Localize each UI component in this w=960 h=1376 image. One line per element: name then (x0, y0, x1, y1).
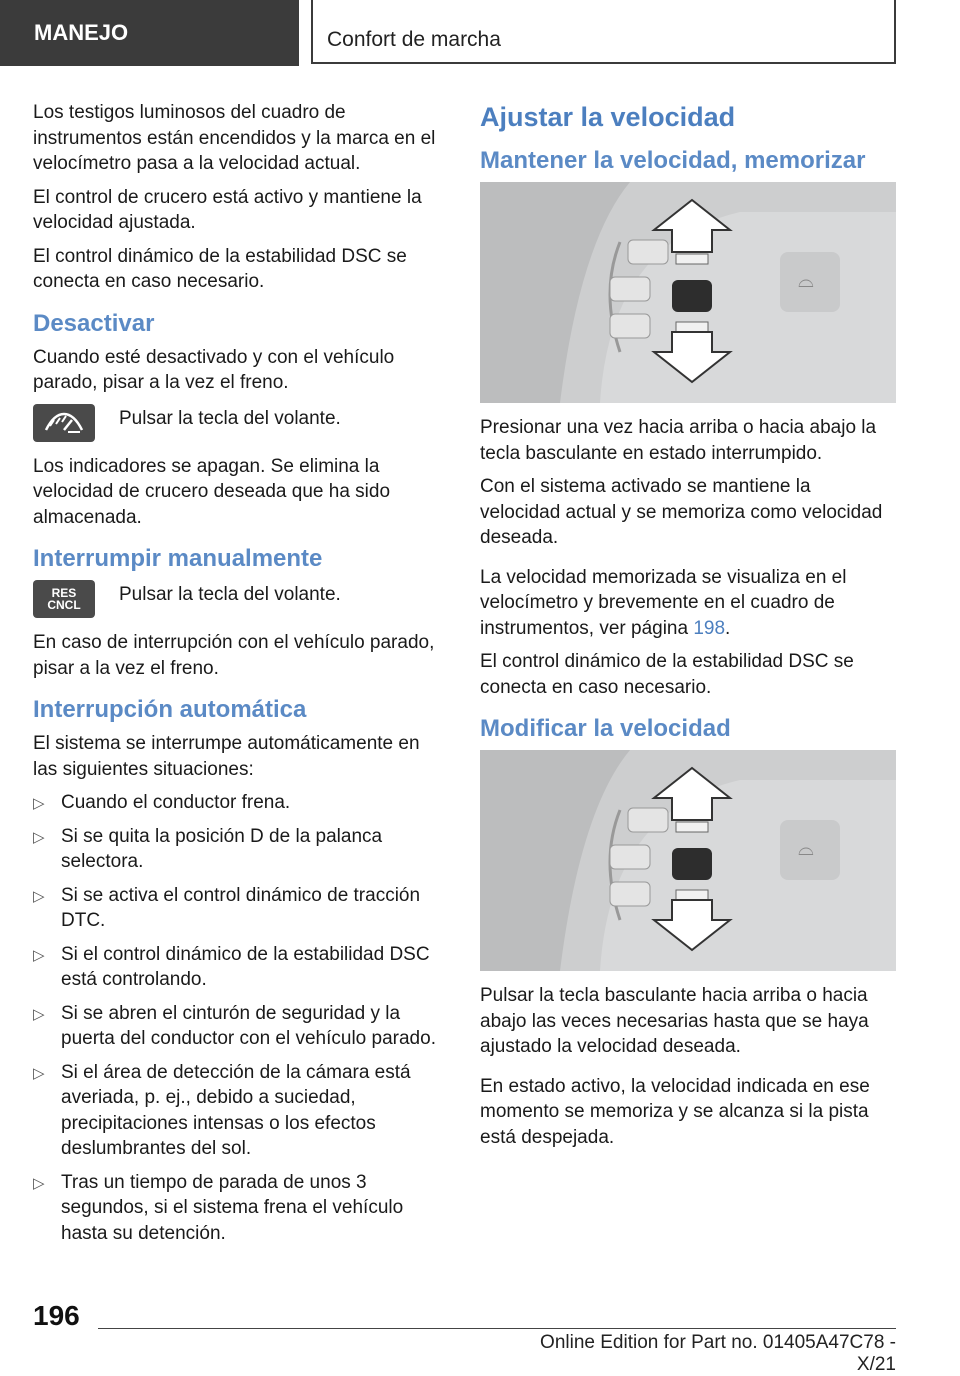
list-item: ▷ Si se activa el control dinámico de tracción DTC. (33, 884, 421, 931)
bullet-icon: ▷ (33, 795, 45, 812)
svg-text:⌓: ⌓ (798, 268, 814, 292)
icon-label: RES (51, 586, 77, 600)
bullet-icon: ▷ (33, 1005, 45, 1023)
paragraph: Con el sistema activado se mantiene la velocidad actual y se memoriza como velocidad deseada. (480, 476, 883, 548)
paragraph: Los testigos luminosos del cuadro de instrumentos están encendidos y la marca en el velocímetro pasa a la velocidad actual. (33, 102, 436, 174)
section-label: MANEJO (0, 0, 299, 66)
section-title: Interrumpir manualmente (33, 545, 323, 572)
edition-text: Online Edition for Part no. 01405A47C78 - X/21 (540, 1332, 896, 1375)
instruction-row (33, 404, 446, 442)
chapter-label: Confort de marcha (311, 0, 896, 64)
list-item: ▷ Si se abren el cinturón de seguridad y la puerta del conductor con el vehículo parado. (33, 1002, 436, 1049)
bullet-icon: ▷ (33, 1064, 45, 1082)
conditions-list (33, 790, 446, 1246)
section-interrumpir (33, 544, 446, 681)
steering-wheel-rocker-image (480, 750, 896, 971)
svg-text:⌓: ⌓ (798, 836, 814, 860)
right-column (480, 100, 896, 1158)
paragraph: Los indicadores se apagan. Se elimina la velocidad de crucero deseada que ha sido almacenada. (33, 455, 391, 528)
bullet-icon: ▷ (33, 887, 45, 905)
footer-divider (98, 1328, 896, 1329)
paragraph: En caso de interrupción con el vehículo parado, pisar a la vez el freno. (33, 632, 435, 679)
list-item: ▷ Cuando el conductor frena. (33, 790, 446, 816)
instruction-text: Pulsar la tecla del volante. (119, 584, 341, 605)
res-cncl-button-icon (33, 580, 95, 618)
section-title: Modificar la velocidad (480, 715, 731, 742)
cruise-control-button-icon (33, 404, 95, 442)
instruction-row (33, 580, 446, 618)
page-number: 196 (33, 1300, 80, 1331)
list-item: ▷ Si se quita la posición D de la palanca selectora. (33, 825, 383, 872)
paragraph: El control de crucero está activo y mantiene la velocidad ajustada. (33, 186, 422, 233)
page-reference-link[interactable]: 198 (693, 617, 726, 639)
paragraph: El control dinámico de la estabilidad DSC se conecta en caso necesario. (480, 651, 854, 698)
paragraph: Cuando esté desactivado y con el vehículo parado, pisar a la vez el freno. (33, 346, 395, 393)
paragraph: Pulsar la tecla basculante hacia arriba o hacia abajo las veces necesarias hasta que se haya ajustado la velocidad deseada. (480, 985, 869, 1057)
section-title: Interrupción automática (33, 696, 307, 723)
main-title: Ajustar la velocidad (480, 102, 736, 132)
paragraph: El control dinámico de la estabilidad DSC se conecta en caso necesario. (33, 245, 407, 292)
bullet-icon: ▷ (33, 1174, 45, 1192)
steering-wheel-rocker-image (480, 182, 896, 403)
page-header (0, 0, 960, 66)
paragraph: En estado activo, la velocidad indicada en ese momento se memoriza y se alcanza si la pista está despejada. (480, 1075, 870, 1148)
icon-label: CNCL (47, 598, 81, 612)
bullet-icon: ▷ (33, 828, 45, 846)
section-title: Desactivar (33, 309, 155, 337)
list-item: ▷ Si el control dinámico de la estabilidad DSC está controlando. (33, 943, 430, 990)
paragraph: La velocidad memorizada se visualiza en el velocímetro y brevemente en el cuadro de instrumentos, ver página 198. (480, 566, 847, 639)
section-automatica (33, 695, 446, 1246)
section-modificar (480, 714, 896, 1150)
section-desactivar (33, 309, 446, 531)
section-title: Mantener la velocidad, memorizar (480, 147, 866, 174)
list-item: ▷ Tras un tiempo de parada de unos 3 segundos, si el sistema frena el vehículo hasta su detención. (33, 1171, 404, 1244)
list-item: ▷ Si el área de detección de la cámara está averiada, p. ej., debido a suciedad, precipitaciones intensas o los efectos deslumbrantes del sol. (33, 1061, 411, 1159)
bullet-icon: ▷ (33, 946, 45, 964)
paragraph: Presionar una vez hacia arriba o hacia abajo la tecla basculante en estado interrumpido. (480, 417, 877, 464)
instruction-text: Pulsar la tecla del volante. (119, 407, 341, 429)
left-column (33, 100, 446, 1254)
paragraph: El sistema se interrumpe automáticamente en las siguientes situaciones: (33, 733, 420, 780)
